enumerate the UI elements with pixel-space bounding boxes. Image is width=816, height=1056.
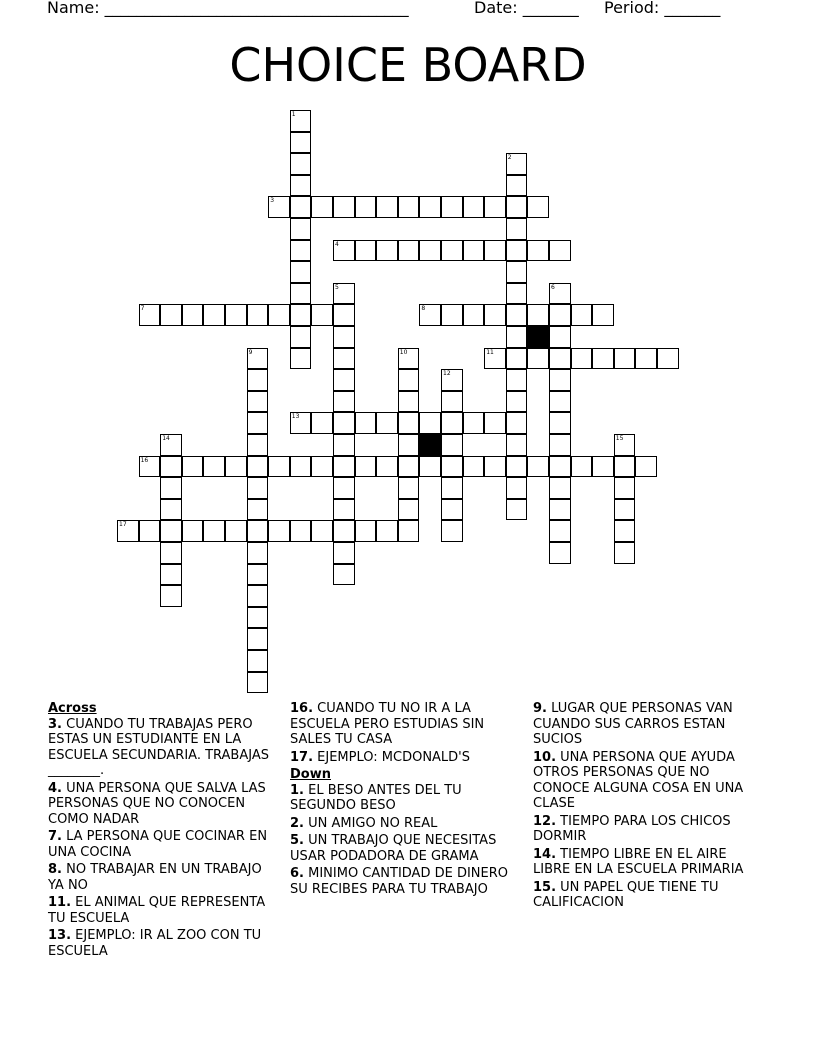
- grid-cell[interactable]: [355, 520, 377, 542]
- down-heading: Down: [290, 767, 331, 782]
- clue-number: 13: [291, 413, 300, 421]
- grid-cell[interactable]: [549, 412, 571, 434]
- clue-number-label: 3.: [48, 716, 62, 732]
- grid-cell[interactable]: [506, 326, 528, 348]
- grid-cell[interactable]: [506, 240, 528, 262]
- grid-cell[interactable]: [549, 283, 571, 305]
- name-field[interactable]: Name: ______________________________________: [47, 0, 409, 17]
- grid-cell[interactable]: [506, 499, 528, 521]
- grid-cell[interactable]: [290, 304, 312, 326]
- clues-column-3: [533, 701, 765, 913]
- grid-cell[interactable]: [549, 348, 571, 370]
- grid-cell[interactable]: [311, 304, 333, 326]
- grid-cell[interactable]: [290, 240, 312, 262]
- grid-cell[interactable]: [441, 412, 463, 434]
- grid-cell[interactable]: [333, 326, 355, 348]
- across-heading: Across: [48, 701, 97, 716]
- across-clue: [48, 928, 280, 959]
- grid-cell[interactable]: [549, 434, 571, 456]
- grid-cell[interactable]: [419, 196, 441, 218]
- grid-cell[interactable]: [484, 348, 506, 370]
- grid-cell[interactable]: [398, 391, 420, 413]
- grid-cell[interactable]: [139, 520, 161, 542]
- clue-number-label: 12.: [533, 813, 557, 829]
- grid-cell[interactable]: [247, 391, 269, 413]
- grid-cell[interactable]: [441, 240, 463, 262]
- grid-cell[interactable]: [441, 456, 463, 478]
- grid-cell[interactable]: [139, 456, 161, 478]
- grid-cell[interactable]: [398, 456, 420, 478]
- clue-text: EL ANIMAL QUE REPRESENTA TU ESCUELA: [48, 895, 266, 926]
- grid-cell[interactable]: [419, 240, 441, 262]
- grid-cell[interactable]: [247, 628, 269, 650]
- down-clue: [290, 783, 522, 814]
- grid-cell[interactable]: [549, 240, 571, 262]
- grid-cell[interactable]: [355, 240, 377, 262]
- grid-cell[interactable]: [398, 520, 420, 542]
- clue-number-label: 5.: [290, 833, 304, 848]
- grid-cell[interactable]: [484, 412, 506, 434]
- grid-cell[interactable]: [441, 391, 463, 413]
- grid-cell[interactable]: [333, 412, 355, 434]
- grid-cell[interactable]: [247, 542, 269, 564]
- grid-cell[interactable]: [333, 456, 355, 478]
- grid-cell[interactable]: [549, 456, 571, 478]
- grid-cell[interactable]: [311, 456, 333, 478]
- page-title: CHOICE BOARD: [229, 38, 587, 92]
- grid-cell[interactable]: [506, 196, 528, 218]
- grid-cell[interactable]: [333, 283, 355, 305]
- grid-cell[interactable]: [441, 499, 463, 521]
- clue-number: 11: [486, 348, 494, 356]
- grid-cell[interactable]: [398, 369, 420, 391]
- grid-cell[interactable]: [506, 477, 528, 499]
- grid-cell[interactable]: [463, 196, 485, 218]
- grid-cell[interactable]: [355, 196, 377, 218]
- clue-text: MINIMO CANTIDAD DE DINERO SU RECIBES PARA TU TRABAJO: [290, 866, 508, 897]
- clue-number-label: 16.: [290, 701, 314, 716]
- grid-cell[interactable]: [290, 348, 312, 370]
- grid-cell[interactable]: [592, 348, 614, 370]
- clue-text: UN AMIGO NO REAL: [303, 815, 438, 831]
- grid-cell[interactable]: [333, 196, 355, 218]
- clue-number: 3: [270, 197, 275, 205]
- grid-cell[interactable]: [527, 240, 549, 262]
- grid-cell[interactable]: [268, 196, 290, 218]
- grid-cell[interactable]: [484, 240, 506, 262]
- grid-cell[interactable]: [160, 499, 182, 521]
- grid-cell[interactable]: [333, 542, 355, 564]
- grid-cell[interactable]: [506, 391, 528, 413]
- grid-cell[interactable]: [614, 499, 636, 521]
- grid-cell[interactable]: [398, 348, 420, 370]
- grid-cell[interactable]: [247, 499, 269, 521]
- grid-cell[interactable]: [247, 672, 269, 694]
- grid-cell[interactable]: [484, 196, 506, 218]
- grid-cell[interactable]: [463, 304, 485, 326]
- grid-cell[interactable]: [203, 520, 225, 542]
- down-clue: [290, 833, 522, 864]
- grid-cell[interactable]: [441, 520, 463, 542]
- grid-cell[interactable]: [527, 348, 549, 370]
- grid-cell[interactable]: [290, 132, 312, 154]
- grid-cell[interactable]: [311, 412, 333, 434]
- grid-cell[interactable]: [203, 304, 225, 326]
- grid-cell[interactable]: [225, 304, 247, 326]
- grid-cell[interactable]: [484, 456, 506, 478]
- clue-number-label: 9.: [533, 701, 547, 716]
- grid-cell[interactable]: [549, 477, 571, 499]
- grid-cell[interactable]: [635, 456, 657, 478]
- grid-cell[interactable]: [160, 564, 182, 586]
- grid-cell[interactable]: [268, 520, 290, 542]
- clue-number-label: 6.: [290, 866, 304, 881]
- grid-cell[interactable]: [333, 369, 355, 391]
- grid-cell[interactable]: [398, 499, 420, 521]
- clue-number: 12: [443, 370, 451, 378]
- grid-cell[interactable]: [290, 456, 312, 478]
- down-clue: [290, 816, 522, 832]
- grid-cell[interactable]: [398, 196, 420, 218]
- grid-cell[interactable]: [333, 520, 355, 542]
- grid-cell[interactable]: [333, 499, 355, 521]
- clue-number-label: 10.: [533, 749, 557, 765]
- clue-text: TIEMPO LIBRE EN EL AIRE LIBRE EN LA ESCUELA PRIMARIA: [533, 846, 744, 877]
- grid-cell[interactable]: [527, 456, 549, 478]
- grid-cell[interactable]: [268, 304, 290, 326]
- grid-cell[interactable]: [614, 542, 636, 564]
- grid-cell[interactable]: [160, 542, 182, 564]
- grid-cell[interactable]: [225, 520, 247, 542]
- across-clue: [290, 701, 522, 748]
- grid-cell[interactable]: [290, 261, 312, 283]
- clue-text: EJEMPLO: MCDONALD'S: [313, 749, 471, 765]
- across-clue: [48, 895, 280, 926]
- grid-cell[interactable]: [247, 304, 269, 326]
- grid-cell[interactable]: [419, 456, 441, 478]
- grid-cell[interactable]: [290, 218, 312, 240]
- clue-number-label: 8.: [48, 862, 62, 877]
- clue-number: 4: [335, 240, 339, 248]
- grid-cell[interactable]: [614, 477, 636, 499]
- grid-cell[interactable]: [376, 412, 398, 434]
- grid-cell[interactable]: [160, 434, 182, 456]
- grid-cell[interactable]: [247, 456, 269, 478]
- grid-cell[interactable]: [614, 456, 636, 478]
- clue-number: 9: [248, 348, 253, 356]
- clue-number-label: 2.: [290, 815, 304, 831]
- grid-cell[interactable]: [333, 348, 355, 370]
- grid-cell[interactable]: [549, 520, 571, 542]
- grid-cell[interactable]: [506, 283, 528, 305]
- clue-number: 2: [507, 154, 512, 162]
- clue-number: 7: [140, 305, 145, 313]
- grid-cell[interactable]: [398, 477, 420, 499]
- clue-text: UN PAPEL QUE TIENE TU CALIFICACION: [533, 879, 719, 910]
- clue-text: TIEMPO PARA LOS CHICOS DORMIR: [533, 813, 731, 844]
- grid-cell[interactable]: [247, 348, 269, 370]
- grid-cell[interactable]: [160, 477, 182, 499]
- grid-cell[interactable]: [355, 456, 377, 478]
- clues-column-2: [290, 701, 522, 899]
- down-clue: [533, 847, 765, 878]
- clue-text: EJEMPLO: IR AL ZOO CON TU ESCUELA: [48, 928, 262, 959]
- grid-cell[interactable]: [160, 456, 182, 478]
- clue-number-label: 11.: [48, 895, 72, 910]
- grid-cell[interactable]: [398, 434, 420, 456]
- grid-cell[interactable]: [657, 348, 679, 370]
- clue-number: 6: [551, 283, 555, 291]
- clue-number: 1: [291, 111, 296, 118]
- grid-cell[interactable]: [506, 412, 528, 434]
- grid-cell[interactable]: [506, 304, 528, 326]
- grid-cell[interactable]: [247, 434, 269, 456]
- grid-cell[interactable]: [376, 456, 398, 478]
- grid-cell[interactable]: [592, 456, 614, 478]
- grid-cell[interactable]: [506, 456, 528, 478]
- grid-cell[interactable]: [247, 650, 269, 672]
- grid-cell[interactable]: [614, 348, 636, 370]
- across-clue: [48, 781, 280, 828]
- grid-cell[interactable]: [139, 304, 161, 326]
- grid-cell[interactable]: [117, 520, 139, 542]
- clue-text: UN TRABAJO QUE NECESITAS USAR PODADORA DE GRAMA: [290, 833, 497, 864]
- grid-cell[interactable]: [527, 304, 549, 326]
- grid-cell[interactable]: [355, 412, 377, 434]
- grid-cell[interactable]: [484, 304, 506, 326]
- grid-black-square: [527, 326, 549, 348]
- clue-number-label: 15.: [533, 879, 557, 895]
- clue-number: 16: [140, 456, 149, 464]
- clue-number: 10: [399, 348, 408, 356]
- clue-text: LUGAR QUE PERSONAS VAN CUANDO SUS CARROS ESTAN SUCIOS: [533, 701, 733, 747]
- clue-text: CUANDO TU NO IR A LA ESCUELA PERO ESTUDIAS SIN SALES TU CASA: [290, 701, 485, 747]
- grid-cell[interactable]: [549, 391, 571, 413]
- clue-number-label: 4.: [48, 780, 62, 796]
- grid-cell[interactable]: [376, 240, 398, 262]
- grid-cell[interactable]: [441, 369, 463, 391]
- grid-cell[interactable]: [614, 520, 636, 542]
- clue-number: 5: [335, 283, 339, 291]
- clue-number-label: 17.: [290, 749, 314, 765]
- clues-column-1: [48, 701, 280, 961]
- grid-cell[interactable]: [441, 434, 463, 456]
- clue-number: 8: [421, 305, 426, 313]
- grid-cell[interactable]: [247, 585, 269, 607]
- across-clue: [48, 829, 280, 860]
- grid-cell[interactable]: [160, 304, 182, 326]
- grid-cell[interactable]: [290, 196, 312, 218]
- grid-cell[interactable]: [290, 520, 312, 542]
- grid-cell[interactable]: [290, 412, 312, 434]
- grid-cell[interactable]: [247, 369, 269, 391]
- clue-number-label: 14.: [533, 846, 557, 862]
- grid-cell[interactable]: [333, 477, 355, 499]
- grid-cell[interactable]: [182, 456, 204, 478]
- grid-cell[interactable]: [333, 434, 355, 456]
- grid-cell[interactable]: [333, 240, 355, 262]
- grid-cell[interactable]: [463, 456, 485, 478]
- grid-cell[interactable]: [592, 304, 614, 326]
- grid-cell[interactable]: [506, 261, 528, 283]
- grid-cell[interactable]: [290, 283, 312, 305]
- grid-cell[interactable]: [398, 240, 420, 262]
- grid-cell[interactable]: [527, 196, 549, 218]
- grid-cell[interactable]: [160, 585, 182, 607]
- grid-cell[interactable]: [247, 607, 269, 629]
- grid-cell[interactable]: [549, 326, 571, 348]
- date-field[interactable]: Date: _______: [474, 0, 579, 17]
- grid-cell[interactable]: [247, 520, 269, 542]
- grid-cell[interactable]: [160, 520, 182, 542]
- across-clue: [48, 717, 280, 779]
- grid-cell[interactable]: [549, 369, 571, 391]
- grid-cell[interactable]: [182, 520, 204, 542]
- clue-text: EL BESO ANTES DEL TU SEGUNDO BESO: [290, 782, 462, 813]
- grid-cell[interactable]: [441, 304, 463, 326]
- grid-cell[interactable]: [506, 175, 528, 197]
- down-clue: [533, 814, 765, 845]
- period-field[interactable]: Period: _______: [604, 0, 721, 17]
- grid-cell[interactable]: [398, 412, 420, 434]
- grid-black-square: [419, 434, 441, 456]
- grid-cell[interactable]: [268, 456, 290, 478]
- clue-number: 14: [162, 435, 170, 442]
- grid-cell[interactable]: [571, 348, 593, 370]
- grid-cell[interactable]: [376, 196, 398, 218]
- grid-cell[interactable]: [441, 477, 463, 499]
- grid-cell[interactable]: [333, 391, 355, 413]
- grid-cell[interactable]: [333, 304, 355, 326]
- grid-cell[interactable]: [571, 456, 593, 478]
- grid-cell[interactable]: [203, 456, 225, 478]
- grid-cell[interactable]: [290, 326, 312, 348]
- grid-cell[interactable]: [333, 564, 355, 586]
- grid-cell[interactable]: [463, 412, 485, 434]
- grid-cell[interactable]: [549, 542, 571, 564]
- clue-text: UNA PERSONA QUE SALVA LAS PERSONAS QUE NO CONOCEN COMO NADAR: [48, 780, 266, 827]
- down-clue: [533, 701, 765, 748]
- grid-cell[interactable]: [506, 348, 528, 370]
- clue-text: CUANDO TU TRABAJAS PERO ESTAS UN ESTUDIANTE EN LA ESCUELA SECUNDARIA. TRABAJAS ________.: [48, 716, 269, 778]
- clue-number-label: 1.: [290, 782, 304, 798]
- clue-text: NO TRABAJAR EN UN TRABAJO YA NO: [48, 862, 262, 893]
- grid-cell[interactable]: [635, 348, 657, 370]
- grid-cell[interactable]: [419, 412, 441, 434]
- clue-number-label: 13.: [48, 928, 72, 943]
- grid-cell[interactable]: [506, 218, 528, 240]
- grid-cell[interactable]: [290, 153, 312, 175]
- grid-cell[interactable]: [571, 304, 593, 326]
- grid-cell[interactable]: [549, 304, 571, 326]
- grid-cell[interactable]: [506, 369, 528, 391]
- grid-cell[interactable]: [441, 196, 463, 218]
- grid-cell[interactable]: [614, 434, 636, 456]
- grid-cell[interactable]: [247, 477, 269, 499]
- grid-cell[interactable]: [182, 304, 204, 326]
- grid-cell[interactable]: [311, 520, 333, 542]
- down-clue: [533, 880, 765, 911]
- grid-cell[interactable]: [376, 520, 398, 542]
- clue-text: UNA PERSONA QUE AYUDA OTROS PERSONAS QUE NO CONOCE ALGUNA COSA EN UNA CLASE: [533, 749, 744, 811]
- grid-cell[interactable]: [506, 153, 528, 175]
- clue-number: 17: [119, 521, 127, 529]
- grid-cell[interactable]: [290, 175, 312, 197]
- grid-cell[interactable]: [506, 434, 528, 456]
- clue-number-label: 7.: [48, 829, 62, 844]
- grid-cell[interactable]: [247, 564, 269, 586]
- grid-cell[interactable]: [247, 412, 269, 434]
- grid-cell[interactable]: [419, 304, 441, 326]
- grid-cell[interactable]: [311, 196, 333, 218]
- clue-number: 15: [615, 435, 624, 442]
- grid-cell[interactable]: [549, 499, 571, 521]
- across-clue: [290, 750, 522, 766]
- across-clue: [48, 862, 280, 893]
- grid-cell[interactable]: [463, 240, 485, 262]
- grid-cell[interactable]: [225, 456, 247, 478]
- grid-cell[interactable]: [290, 110, 312, 132]
- clue-text: LA PERSONA QUE COCINAR EN UNA COCINA: [48, 829, 268, 860]
- down-clue: [533, 750, 765, 812]
- down-clue: [290, 866, 522, 897]
